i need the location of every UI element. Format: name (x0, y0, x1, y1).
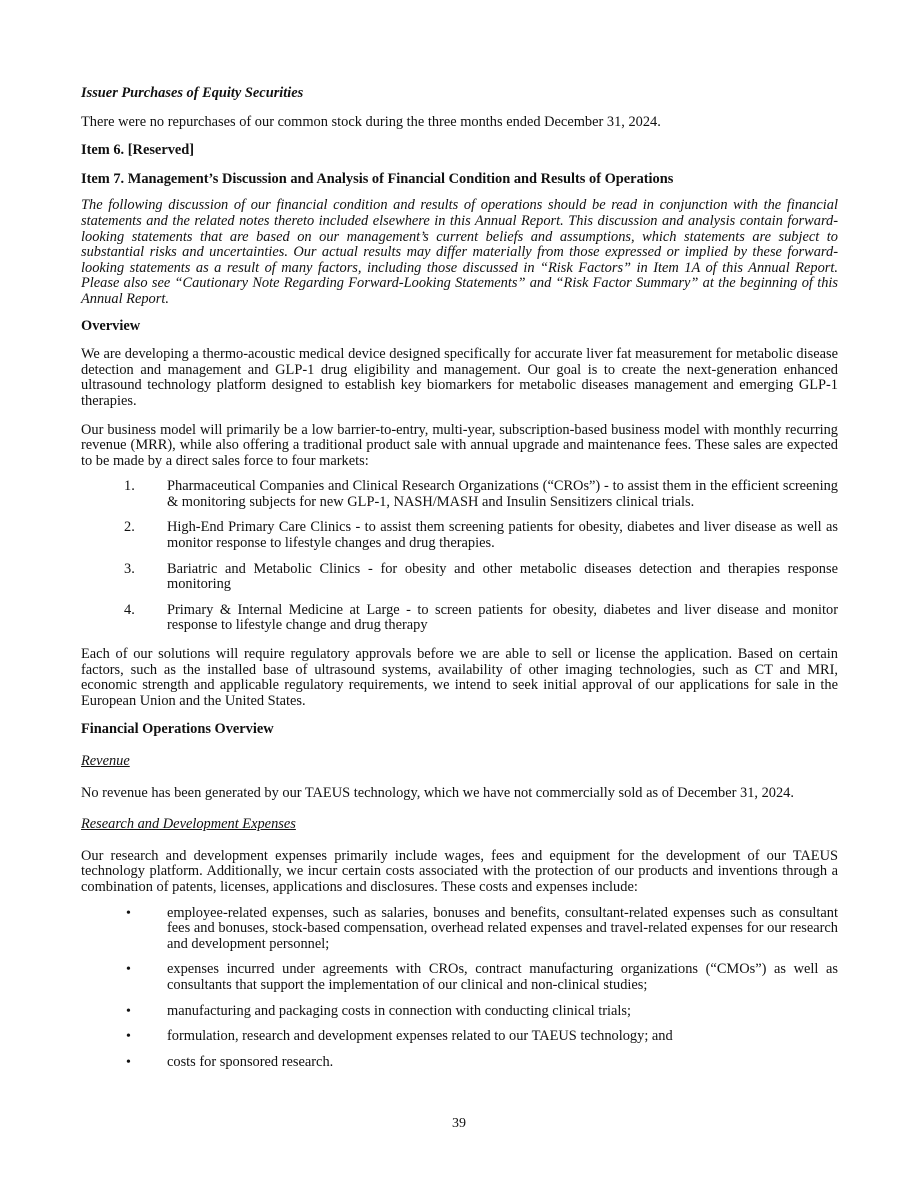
paragraph-overview-device: We are developing a thermo-acoustic medical device designed specifically for accurate liver fat measurement for metabolic disease detection and management and GLP-1 drug eligibility and management. Our goal is to create the next-generation enhanced ultrasound technology platform designed to establish key biomarkers for metabolic diseases management and emerging GLP-1 therapies. (81, 346, 838, 409)
list-item (81, 906, 838, 953)
list-item-text: expenses incurred under agreements with CROs, contract manufacturing organizations (“CMOs”) as well as consultants that support the implementation of our clinical and non-clinical studies; (167, 961, 838, 993)
bullet-marker: • (126, 962, 131, 978)
paragraph-research-development: Our research and development expenses primarily include wages, fees and equipment for the development of our TAEUS technology platform. Additionally, we incur certain costs associated with the protection of our products and inventions through a combination of patents, licenses, applications and disclosures. These costs and expenses include: (81, 847, 838, 895)
section-heading-item-7: Item 7. Management’s Discussion and Analysis of Financial Condition and Results of Operations (81, 170, 674, 187)
rd-expenses-list (81, 906, 838, 1071)
list-number: 2. (124, 519, 135, 536)
list-number: 3. (124, 560, 135, 577)
list-item (81, 1004, 838, 1020)
list-item-text: Primary & Internal Medicine at Large - to screen patients for obesity, diabetes and liver disease and monitor response to lifestyle change and drug therapy (167, 601, 838, 634)
list-item-text: formulation, research and development expenses related to our TAEUS technology; and (167, 1028, 673, 1045)
subheading-research-development: Research and Development Expenses (81, 816, 296, 833)
list-item-text: manufacturing and packaging costs in connection with conducting clinical trials; (167, 1002, 631, 1019)
section-heading-item-6: Item 6. [Reserved] (81, 142, 195, 159)
list-item (81, 962, 838, 993)
markets-list (81, 479, 838, 634)
section-heading-issuer-purchases: Issuer Purchases of Equity Securities (81, 85, 304, 101)
list-number: 1. (124, 478, 135, 495)
paragraph-revenue: No revenue has been generated by our TAEUS technology, which we have not commercially sold as of December 31, 2024. (81, 784, 794, 801)
paragraph-business-model: Our business model will primarily be a low barrier-to-entry, multi-year, subscription-based business model with monthly recurring revenue (MRR), while also offering a traditional product sale with annual upgrade and maintenance fees. These sales are expected to be made by a direct sales force to four markets: (81, 421, 838, 469)
list-number: 4. (124, 601, 135, 618)
paragraph-repurchases: There were no repurchases of our common stock during the three months ended December 31, 2024. (81, 113, 661, 130)
list-item (81, 603, 838, 634)
list-item-text: costs for sponsored research. (167, 1053, 334, 1070)
paragraph-forward-looking-intro: The following discussion of our financial condition and results of operations should be read in conjunction with the financial statements and the related notes thereto included elsewhere in this Annual Report. This discussion and analysis contain forward-looking statements that are based on our management’s current beliefs and assumptions, which statements are subject to substantial risks and uncertainties. Our actual results may differ materially from those expressed or implied by these forward-looking statements as a result of many factors, including those discussed in “Risk Factors” in Item 1A of this Annual Report. Please also see “Cautionary Note Regarding Forward-Looking Statements” and “Risk Factor Summary” at the beginning of this Annual Report. (81, 197, 838, 307)
list-item-text: employee-related expenses, such as salaries, bonuses and benefits, consultant-related expenses such as consultant fees and bonuses, stock-based compensation, overhead related expenses and travel-related expenses for our research and development personnel; (167, 904, 838, 952)
section-heading-financial-operations: Financial Operations Overview (81, 721, 274, 738)
list-item-text: High-End Primary Care Clinics - to assist them screening patients for obesity, diabetes and liver disease as well as monitor response to lifestyle changes and drug therapies. (167, 519, 838, 552)
list-item (81, 562, 838, 593)
list-item-text: Pharmaceutical Companies and Clinical Research Organizations (“CROs”) - to assist them in the efficient screening & monitoring subjects for new GLP-1, NASH/MASH and Insulin Sensitizers clinical trials. (167, 478, 838, 510)
bullet-marker: • (126, 905, 131, 921)
list-item (81, 520, 838, 551)
bullet-marker: • (126, 1003, 131, 1019)
subheading-revenue: Revenue (81, 753, 130, 769)
list-item (81, 1055, 838, 1071)
document-page (81, 86, 838, 1070)
page-number: 39 (452, 1116, 466, 1131)
paragraph-regulatory-approvals: Each of our solutions will require regulatory approvals before we are able to sell or license the application. Based on certain factors, such as the installed base of ultrasound systems, availability of other imaging technologies, such as CT and MRI, economic strength and applicable regulatory requirements, we intend to seek initial approval of our applications for sale in the European Union and the United States. (81, 646, 838, 709)
list-item (81, 1029, 838, 1045)
section-heading-overview: Overview (81, 317, 141, 334)
bullet-marker: • (126, 1054, 131, 1070)
bullet-marker: • (126, 1029, 131, 1045)
list-item (81, 479, 838, 510)
list-item-text: Bariatric and Metabolic Clinics - for obesity and other metabolic diseases detection and therapies response monitoring (167, 560, 838, 593)
